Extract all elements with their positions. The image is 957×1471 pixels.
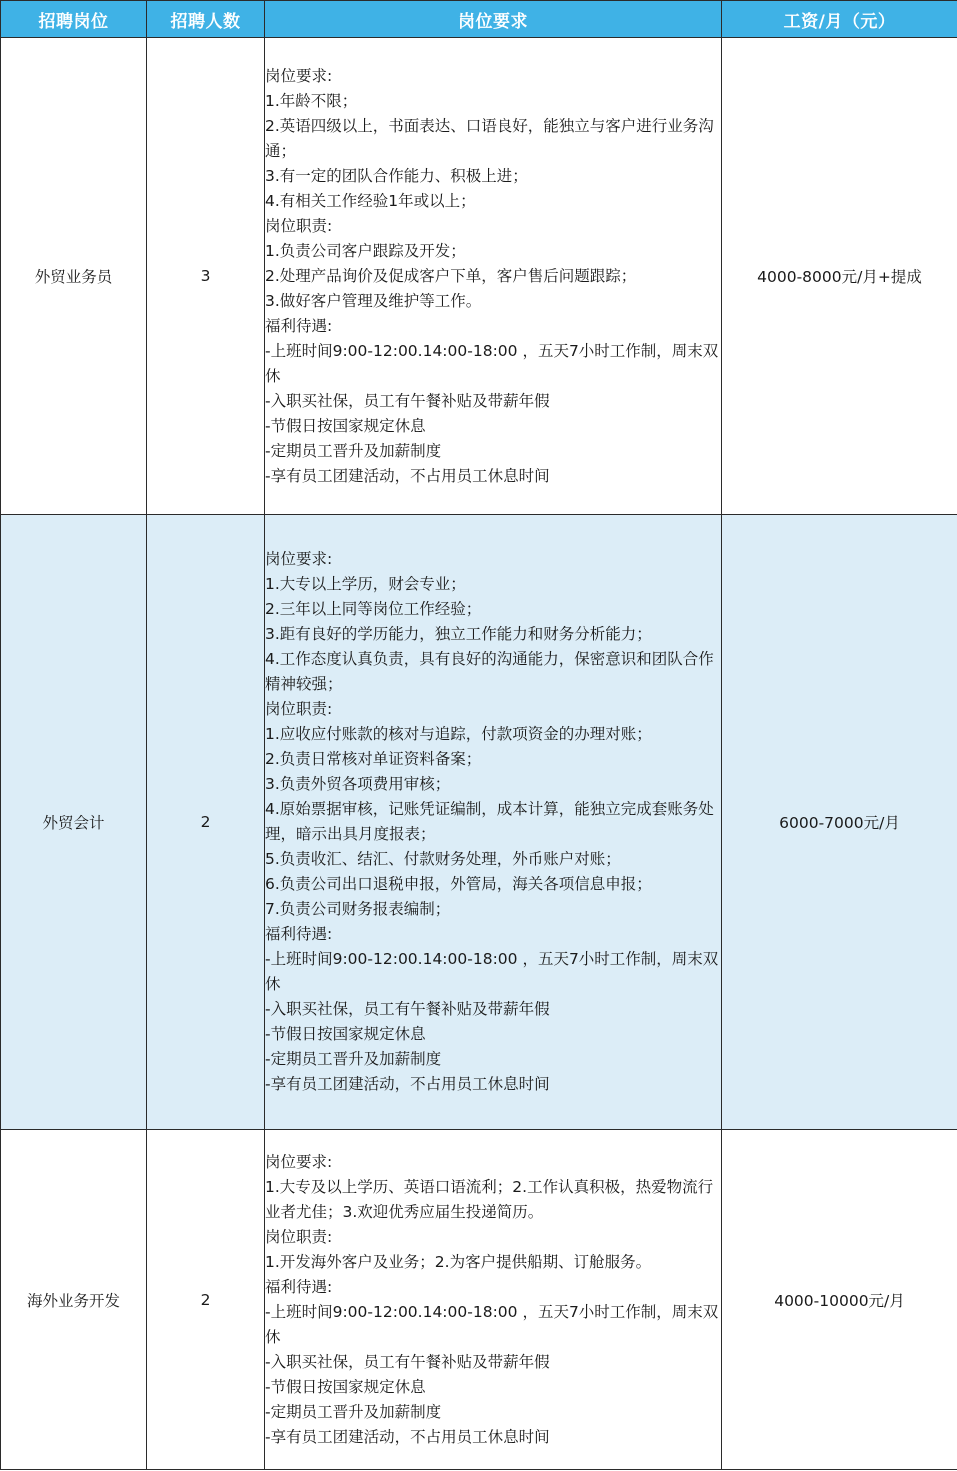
requirements-list bbox=[265, 547, 721, 1097]
requirement-line: 4.有相关工作经验1年或以上； bbox=[265, 191, 476, 210]
cell-salary: 4000-8000元/月+提成 bbox=[722, 38, 957, 515]
requirement-line: 1.大专及以上学历、英语口语流利；2.工作认真积极，热爱物流行业者尤佳；3.欢迎优秀应届生投递简历。 bbox=[265, 1177, 714, 1221]
requirement-line: 福利待遇: bbox=[265, 925, 333, 943]
requirement-line: 3.做好客户管理及维护等工作。 bbox=[265, 291, 482, 310]
requirement-line: -上班时间9:00-12:00.14:00-18:00 ，五天7小时工作制，周末双休 bbox=[265, 341, 719, 385]
requirement-line: 2.处理产品询价及促成客户下单，客户售后问题跟踪； bbox=[265, 266, 637, 285]
cell-requirements bbox=[265, 38, 722, 515]
requirement-line: 1.开发海外客户及业务；2.为客户提供船期、订舱服务。 bbox=[265, 1252, 652, 1271]
requirement-line: 岗位职责: bbox=[265, 1227, 333, 1246]
requirement-line: 5.负责收汇、结汇、付款财务处理，外币账户对账； bbox=[265, 850, 621, 868]
cell-count: 3 bbox=[147, 38, 265, 515]
header-count: 招聘人数 bbox=[147, 1, 265, 38]
cell-requirements bbox=[265, 1130, 722, 1470]
requirement-line: -享有员工团建活动，不占用员工休息时间 bbox=[265, 1427, 550, 1446]
header-position: 招聘岗位 bbox=[1, 1, 147, 38]
requirement-line: 3.负责外贸各项费用审核； bbox=[265, 775, 451, 793]
requirement-line: 2.英语四级以上，书面表达、口语良好，能独立与客户进行业务沟通； bbox=[265, 116, 714, 160]
requirement-line: -入职买社保，员工有午餐补贴及带薪年假 bbox=[265, 1000, 550, 1018]
requirement-line: -定期员工晋升及加薪制度 bbox=[265, 1402, 442, 1421]
requirement-line: 2.负责日常核对单证资料备案； bbox=[265, 750, 482, 768]
requirement-line: 7.负责公司财务报表编制； bbox=[265, 900, 451, 918]
requirement-line: -上班时间9:00-12:00.14:00-18:00 ，五天7小时工作制，周末双休 bbox=[265, 1302, 719, 1346]
header-requirements: 岗位要求 bbox=[265, 1, 722, 38]
requirement-line: 福利待遇: bbox=[265, 316, 333, 335]
table-header-row bbox=[1, 1, 957, 38]
requirement-line: 岗位职责: bbox=[265, 216, 333, 235]
requirement-line: 岗位职责: bbox=[265, 700, 333, 718]
requirement-line: -入职买社保，员工有午餐补贴及带薪年假 bbox=[265, 1352, 550, 1371]
requirement-line: 1.负责公司客户跟踪及开发； bbox=[265, 241, 466, 260]
requirement-line: 1.年龄不限； bbox=[265, 91, 358, 110]
requirement-line: -上班时间9:00-12:00.14:00-18:00 ，五天7小时工作制，周末双休 bbox=[265, 950, 719, 993]
requirement-line: -定期员工晋升及加薪制度 bbox=[265, 1050, 442, 1068]
requirements-list bbox=[265, 64, 721, 489]
requirement-line: 岗位要求: bbox=[265, 1152, 333, 1171]
requirement-line: -入职买社保，员工有午餐补贴及带薪年假 bbox=[265, 391, 550, 410]
requirement-line: 6.负责公司出口退税申报，外管局，海关各项信息申报； bbox=[265, 875, 652, 893]
requirement-line: 1.应收应付账款的核对与追踪，付款项资金的办理对账； bbox=[265, 725, 652, 743]
table-row bbox=[1, 1130, 957, 1470]
cell-salary: 6000-7000元/月 bbox=[722, 515, 957, 1130]
requirement-line: -定期员工晋升及加薪制度 bbox=[265, 441, 442, 460]
requirement-line: 岗位要求: bbox=[265, 66, 333, 85]
requirement-line: -享有员工团建活动，不占用员工休息时间 bbox=[265, 1075, 550, 1093]
requirement-line: 4.原始票据审核，记账凭证编制，成本计算，能独立完成套账务处理，暗示出具月度报表； bbox=[265, 800, 714, 843]
cell-count: 2 bbox=[147, 515, 265, 1130]
requirements-list bbox=[265, 1150, 721, 1450]
requirement-line: -节假日按国家规定休息 bbox=[265, 1025, 426, 1043]
table-row bbox=[1, 515, 957, 1130]
cell-count: 2 bbox=[147, 1130, 265, 1470]
cell-position: 海外业务开发 bbox=[1, 1130, 147, 1470]
requirement-line: 4.工作态度认真负责，具有良好的沟通能力，保密意识和团队合作精神较强； bbox=[265, 650, 714, 693]
cell-requirements bbox=[265, 515, 722, 1130]
requirement-line: -节假日按国家规定休息 bbox=[265, 416, 426, 435]
requirement-line: -享有员工团建活动，不占用员工休息时间 bbox=[265, 466, 550, 485]
table-row bbox=[1, 38, 957, 515]
requirement-line: 福利待遇: bbox=[265, 1277, 333, 1296]
requirement-line: 3.有一定的团队合作能力、积极上进； bbox=[265, 166, 528, 185]
requirement-line: 2.三年以上同等岗位工作经验； bbox=[265, 600, 482, 618]
header-salary: 工资/月（元） bbox=[722, 1, 957, 38]
cell-position: 外贸会计 bbox=[1, 515, 147, 1130]
cell-position: 外贸业务员 bbox=[1, 38, 147, 515]
requirement-line: 3.距有良好的学历能力，独立工作能力和财务分析能力； bbox=[265, 625, 652, 643]
requirement-line: 岗位要求: bbox=[265, 550, 333, 568]
requirement-line: 1.大专以上学历，财会专业； bbox=[265, 575, 466, 593]
cell-salary: 4000-10000元/月 bbox=[722, 1130, 957, 1470]
requirement-line: -节假日按国家规定休息 bbox=[265, 1377, 426, 1396]
